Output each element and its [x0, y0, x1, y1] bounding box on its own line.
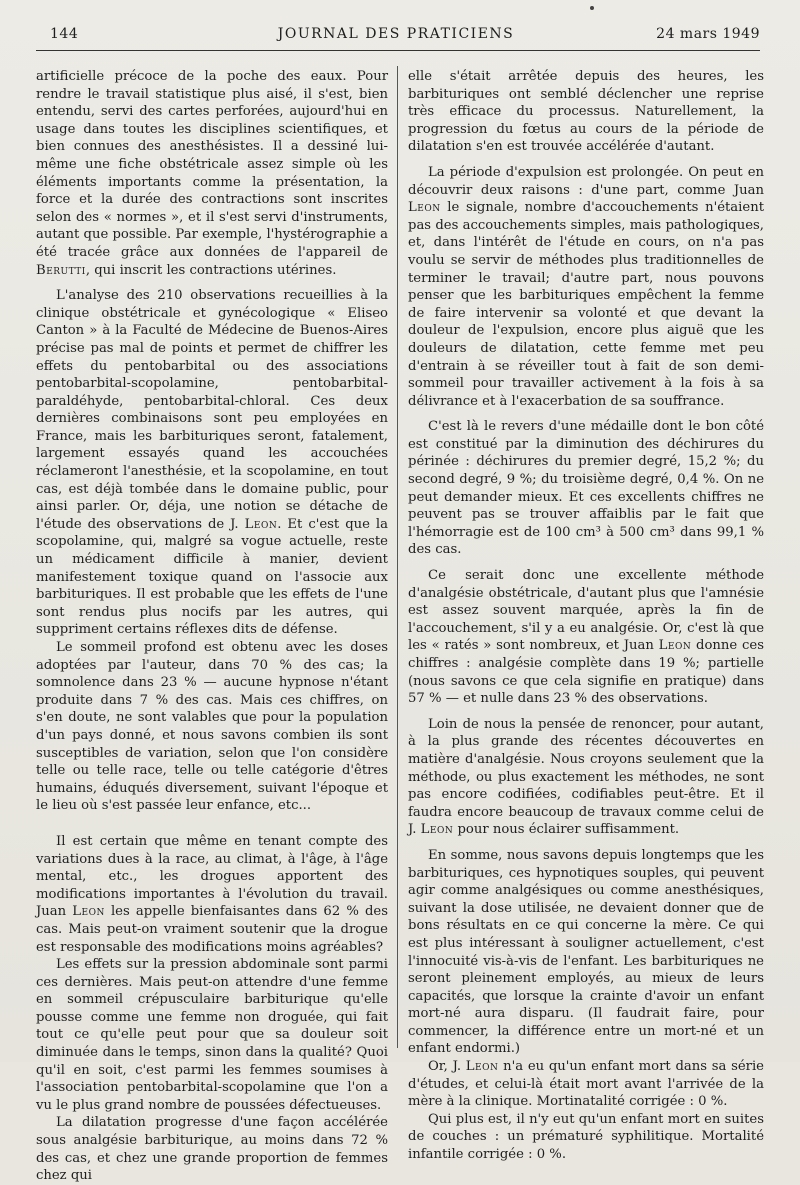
author-name: Leon [658, 638, 692, 654]
paragraph: La dilatation progresse d'une façon accélérée sous analgésie barbiturique, au moins dans 72 % des cas, et chez une grande proportion de femmes chez qui [36, 1115, 388, 1184]
author-name: Leon [244, 516, 278, 532]
author-name: Leon [465, 1059, 499, 1075]
issue-date: 24 mars 1949 [656, 26, 760, 42]
page-number: 144 [50, 26, 79, 42]
paragraph: Les effets sur la pression abdominale sont parmi ces dernières. Mais peut-on attendre d'une femme en sommeil crépusculaire barbiturique qu'elle pousse comme une femme non droguée, qui fait tout ce qu'elle peut pour que sa douleur soit diminuée dans le temps, sinon dans la qualité? Quoi qu'il en soit, c'est parmi les femmes soumises à l'association pentobarbital-scopolamine que l'on a vu le plus grand nombre de poussées défectueuses. [36, 957, 388, 1113]
paragraph: Il est certain que même en tenant compte des variations dues à la race, au climat, à l'âge, à l'âge mental, etc., les drogues apportent des modifications importantes à l'évolution du travail. Juan Leon les appelle bienfaisantes dans 62 % des cas. Mais peut-on vraiment soutenir que la drogue est responsable des modifications moins agréables? [36, 833, 388, 955]
author-name: Leon [72, 904, 105, 920]
author-name: Leon [420, 822, 454, 838]
paragraph: Ce serait donc une excellente méthode d'analgésie obstétricale, d'autant plus que l'amnésie est assez souvent marquée, après la fin de l'accouchement, s'il y a eu analgésie. Or, c'est là que les « ratés » sont nombreux, et Juan Leon donne ces chiffres : analgésie complète dans 19 %; partielle (nous savons ce que cela signifie en pratique) dans 57 % — et nulle dans 23 % des observations. [408, 568, 764, 707]
paragraph: Loin de nous la pensée de renoncer, pour autant, à la plus grande des récentes découvertes en matière d'analgésie. Nous croyons seulement que la méthode, ou plus exactement les méthodes, ne sont pas encore codifiées, codifiables peut-être. Et il faudra encore beaucoup de travaux comme celui de J. Leon pour nous éclairer suffisamment. [408, 716, 764, 838]
column-divider [397, 66, 398, 1048]
paragraph: Or, J. Leon n'a eu qu'un enfant mort dans sa série d'études, et celui-là était mort avant l'arrivée de la mère à la clinique. Mortinatalité corrigée : 0 %. [408, 1059, 764, 1110]
page-header [32, 26, 760, 48]
journal-title: JOURNAL DES PRATICIENS [277, 26, 515, 42]
right-column [408, 68, 764, 1163]
paragraph: artificielle précoce de la poche des eaux. Pour rendre le travail statistique plus aisé, il s'est, bien entendu, servi des cartes perforées, aujourd'hui en usage dans toutes les disciplines scientifiques, et bien connues des anesthésistes. Il a dessiné lui-même une fiche obstétricale assez simple où les éléments importants comme la présentation, la force et la durée des contractions sont inscrites selon des « normes », et il s'est servi d'instruments, autant que possible. Par exemple, l'hystérographie a été tracée grâce aux données de l'appareil de Berutti, qui inscrit les contractions utérines. [36, 69, 388, 278]
paragraph: elle s'était arrêtée depuis des heures, les barbituriques ont semblé déclencher une reprise très efficace du processus. Naturellement, la progression du fœtus au cours de la période de dilatation s'en est trouvée accélérée d'autant. [408, 69, 764, 155]
paragraph: C'est là le revers d'une médaille dont le bon côté est constitué par la diminution des déchirures du périnée : déchirures du premier degré, 15,2 %; du second degré, 9 %; du troisième degré, 0,4 %. On ne peut demander mieux. Et ces excellents chiffres ne peuvent pas se trouver affaiblis par le fait que l'hémorragie est de 100 cm³ à 500 cm³ dans 99,1 % des cas. [408, 419, 764, 558]
author-name: Leon [408, 200, 441, 216]
paragraph: Le sommeil profond est obtenu avec les doses adoptées par l'auteur, dans 70 % des cas; la somnolence dans 23 % — aucune hypnose n'étant produite dans 7 % des cas. Mais ces chiffres, on s'en doute, ne sont valables que pour la population d'un pays donné, et nous savons combien ils sont susceptibles de variation, selon que l'on considère telle ou telle race, telle ou telle catégorie d'êtres humains, éduqués diversement, suivant l'époque et le lieu où s'est passée leur enfance, etc... [36, 640, 388, 814]
paragraph: En somme, nous savons depuis longtemps que les barbituriques, ces hypnotiques souples, qui peuvent agir comme analgésiques ou comme anesthésiques, suivant la dose utilisée, ne devaient donner que de bons résultats en ce qui concerne la mère. Ce qui est plus intéressant à souligner actuellement, c'est l'innocuité vis-à-vis de l'enfant. Les barbituriques ne seront pleinement employés, au mieux de leurs capacités, que lorsque la crainte d'avoir un enfant mort-né aura disparu. (Il faudrait faire, pour commencer, la différence entre un mort-né et un enfant endormi.) [408, 847, 764, 1057]
left-column [36, 68, 388, 1184]
paragraph: L'analyse des 210 observations recueillies à la clinique obstétricale et gynécologique « Eliseo Canton » à la Faculté de Médecine de Buenos-Aires précise pas mal de points et permet de chiffrer les effets du pentobarbital ou des associations pentobarbital-scopolamine, pentobarbital-paraldéhyde, pentobarbital-chloral. Ces deux dernières combinaisons sont peu employées en France, mais les barbituriques seront, fatalement, largement essayés quand les accouchées réclameront l'anesthésie, et la scopolamine, en tout cas, est déjà tombée dans le domaine public, pour ainsi parler. Or, déja, une notion se détache de l'étude des observations de J. Leon. Et c'est que la scopolamine, qui, malgré sa vogue actuelle, reste un médicament difficile à manier, devient manifestement toxique quand on l'associe aux barbituriques. Il est probable que les effets de l'une sont rendus plus nocifs par les autres, qui suppriment certains réflexes dits de défense. [36, 288, 388, 638]
print-speck [590, 6, 594, 10]
author-name: Berutti [36, 262, 86, 278]
header-rule [36, 50, 760, 51]
paragraph: La période d'expulsion est prolongée. On peut en découvrir deux raisons : d'une part, comme Juan Leon le signale, nombre d'accouchements n'étaient pas des accouchements simples, mais pathologiques, et, dans l'intérêt de l'étude en cours, on n'a pas voulu se servir de méthodes plus traditionnelles de terminer le travail; d'autre part, nous pouvons penser que les barbituriques empêchent la femme de faire intervenir sa volonté et que devant la douleur de l'expulsion, encore plus aiguë que les douleurs de dilatation, cette femme met peu d'entrain à se réveiller tout à fait de son demi-sommeil pour travailler activement à la fois à sa délivrance et à l'exacerbation de sa souffrance. [408, 164, 764, 409]
paragraph: Qui plus est, il n'y eut qu'un enfant mort en suites de couches : un prématuré syphilitique. Mortalité infantile corrigée : 0 %. [408, 1111, 764, 1163]
